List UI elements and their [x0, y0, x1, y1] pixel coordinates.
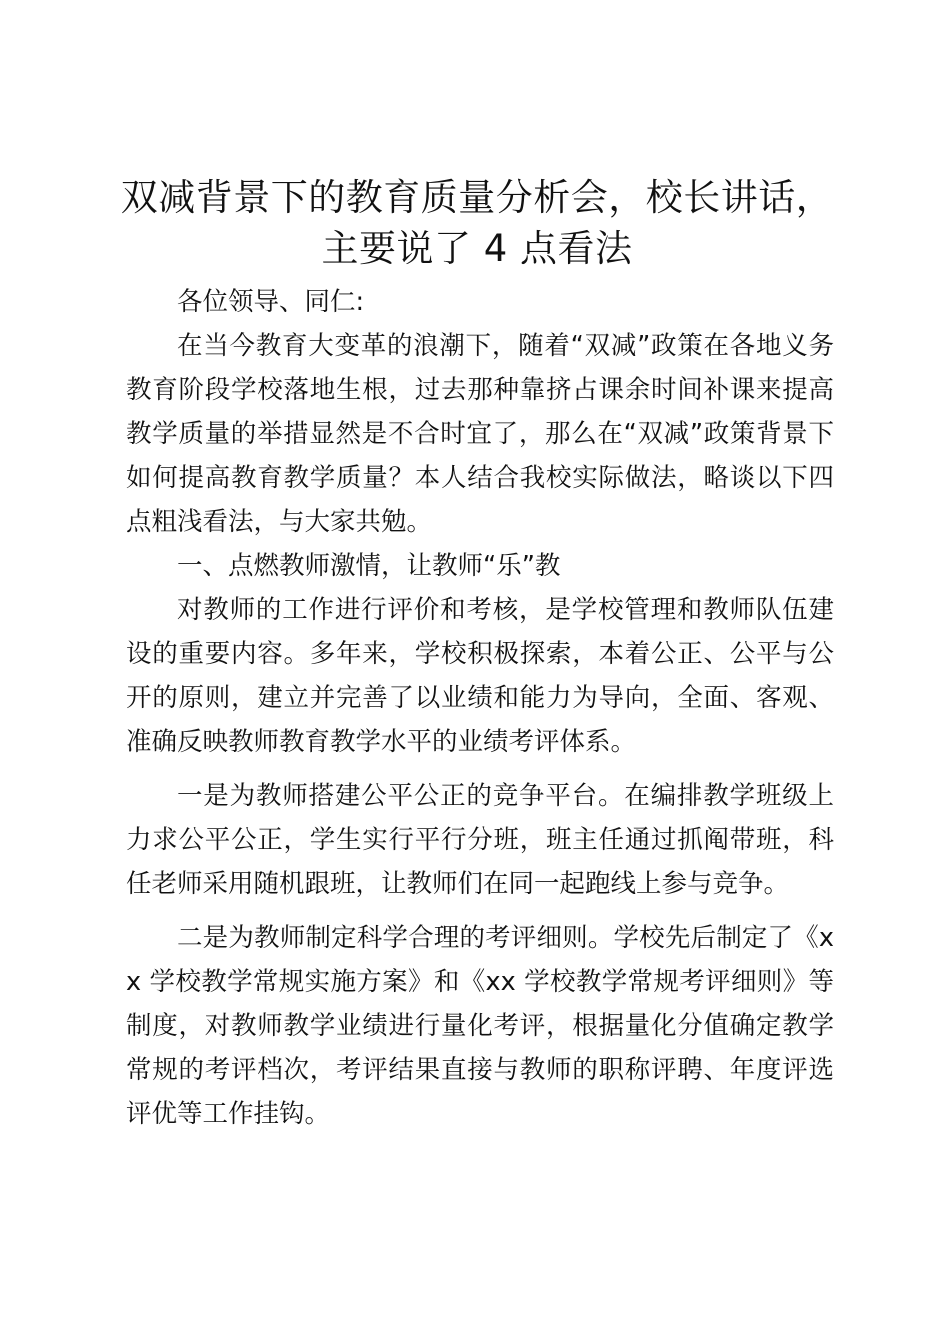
- section-heading-1: 一、点燃教师激情，让教师“乐”教: [177, 551, 561, 581]
- document-body: [126, 280, 834, 1136]
- body-paragraph: 一是为教师搭建公平公正的竞争平台。在编排教学班级上力求公平公正，学生实行平行分班，班主任通过抓阄带班，科任老师采用随机跟班，让教师们在同一起跑线上参与竞争。: [126, 781, 834, 899]
- salutation: 各位领导、同仁:: [177, 287, 365, 317]
- body-paragraph: 对教师的工作进行评价和考核，是学校管理和教师队伍建设的重要内容。多年来，学校积极探索，本着公正、公平与公开的原则，建立并完善了以业绩和能力为导向，全面、客观、准确反映教师教育教学水平的业绩考评体系。: [126, 595, 834, 757]
- document-title: 双减背景下的教育质量分析会，校长讲话，主要说了 4 点看法: [120, 176, 834, 270]
- body-paragraph: 二是为教师制定科学合理的考评细则。学校先后制定了《xx 学校教学常规实施方案》和《xx 学校教学常规考评细则》等制度，对教师教学业绩进行量化考评，根据量化分值确定教学常规的考评档次，考评结果直接与教师的职称评聘、年度评选评优等工作挂钩。: [126, 923, 834, 1129]
- intro-paragraph: 在当今教育大变革的浪潮下，随着“双减”政策在各地义务教育阶段学校落地生根，过去那种靠挤占课余时间补课来提高教学质量的举措显然是不合时宜了，那么在“双减”政策背景下如何提高教育教学质量？本人结合我校实际做法，略谈以下四点粗浅看法，与大家共勉。: [126, 331, 834, 537]
